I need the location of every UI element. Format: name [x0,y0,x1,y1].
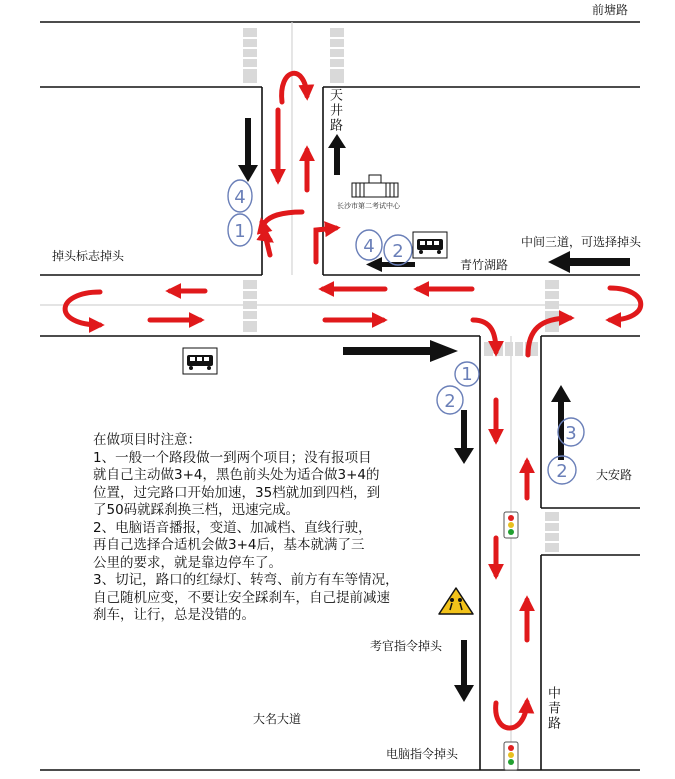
label-u-turn-sign: 掉头标志掉头 [52,249,125,263]
hand-number: 3 [565,423,577,444]
notes-line: 2、电脑语音播报，变道、加减档、直线行驶， [93,519,372,536]
road-name-tianjing: 天井路 [327,88,342,133]
road-name-qiantang: 前塘路 [592,3,629,17]
hand-number: 4 [363,236,375,257]
building-icon [352,175,398,197]
hand-number: 2 [556,461,568,482]
black-arrow-east [343,340,458,362]
black-arrow-down-2 [454,640,474,702]
hand-number: 1 [234,221,246,242]
route-left-turn [263,212,302,240]
label-computer-uturn: 电脑指令掉头 [386,747,459,761]
notes-line: 了50码就踩刹换三档，迅速完成。 [93,502,300,518]
road-name-qingzhuhu: 青竹湖路 [460,258,509,272]
hand-number: 2 [392,241,404,262]
notes-line: 刹车，让行，总是没错的。 [93,607,255,623]
traffic-light-icon [504,742,518,770]
route-right-turn [316,228,336,262]
notes-line: 在做项目时注意： [93,432,201,448]
notes-line: 公里的要求，就是靠边停车了。 [93,554,282,571]
route-uturn-right [610,288,641,320]
exam-center-caption: 长沙市第二考试中心 [337,202,400,210]
notes-line: 3、切记，路口的红绿灯、转弯、前方有车等情况， [93,572,399,588]
black-arrow-west-qingzhu [548,251,630,273]
notes-line: 自己随机应变，不要让安全踩刹车，自己提前减速 [93,589,390,606]
label-middle-lanes: 中间三道，可选择掉头 [521,235,642,249]
notes-line: 再自己选择合适机会做3+4后，基本就满了三 [93,537,365,553]
black-arrow-down-left [238,118,258,182]
black-arrow-up-tianjing [328,134,346,175]
hand-number: 1 [461,364,473,385]
hand-number: 4 [234,187,246,208]
hand-number: 2 [444,391,456,412]
label-examiner-uturn: 考官指令掉头 [370,639,443,653]
bus-icon [413,232,447,258]
road-name-zhongqing: 中青路 [545,686,560,731]
bus-icon [183,348,217,374]
notes-panel [93,432,473,625]
route-uturn-top [282,73,307,102]
road-name-daming: 大名大道 [253,712,302,726]
lane-lines [40,22,640,770]
notes-line: 位置，过完路口开始加速，35档就加到四档，到 [93,484,381,501]
route-uturn-left [65,292,100,325]
notes-line: 1、一般一个路段做一到两个项目；没有报项目 [93,449,372,466]
road-edges [40,22,640,770]
road-name-daan: 大安路 [596,468,633,482]
traffic-light-icon [504,512,518,538]
notes-line: 就自己主动做3+4，黑色前头处为适合做3+4的 [93,467,380,483]
